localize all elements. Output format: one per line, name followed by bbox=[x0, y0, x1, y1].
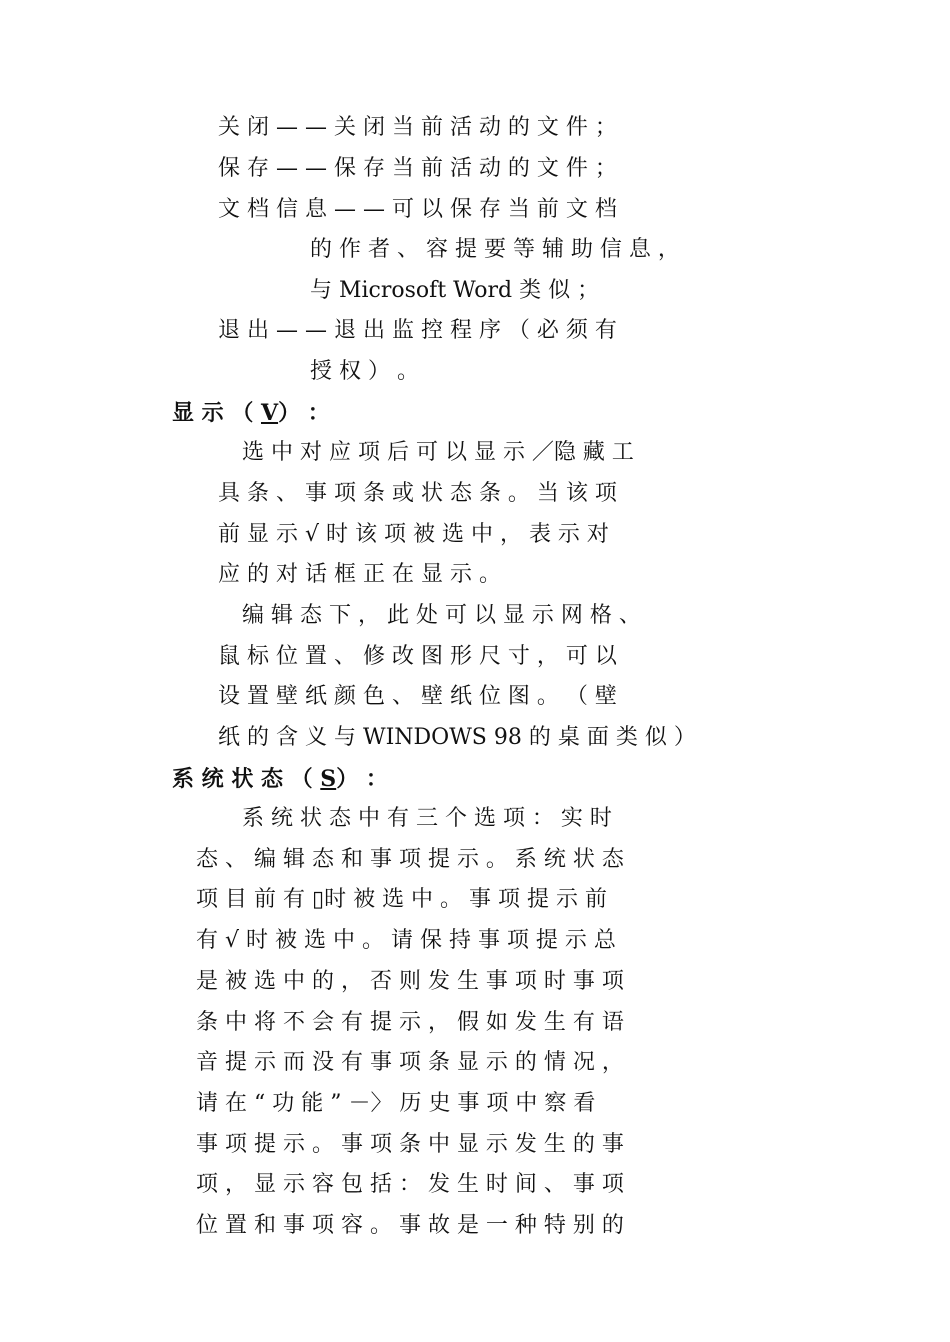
status-heading-prefix: 系 统 状 态 （ bbox=[172, 766, 321, 792]
status-line-6: 条 中 将 不 会 有 提 示 ， 假 如 发 生 有 语 bbox=[196, 1010, 624, 1035]
menu-docinfo-desc-3: 与 Microsoft Word 类 似 ； bbox=[310, 278, 600, 303]
display-p2-line-4: 纸 的 含 义 与 WINDOWS 98 的 桌 面 类 似 ） bbox=[218, 725, 696, 750]
status-line-7: 音 提 示 而 没 有 事 项 条 显 示 的 情 况 ， bbox=[196, 1050, 624, 1075]
status-line-3: 项 目 前 有 ▯时 被 选 中 。 事 项 提 示 前 bbox=[196, 887, 608, 912]
display-heading-prefix: 显 示 （ bbox=[172, 400, 261, 426]
display-p1-line-1: 选 中 对 应 项 后 可 以 显 示 ／隐 藏 工 bbox=[242, 440, 634, 465]
display-p2-line-1: 编 辑 态 下 ， 此 处 可 以 显 示 网 格 、 bbox=[242, 603, 641, 628]
display-heading bbox=[172, 398, 330, 428]
status-heading-suffix: ） ： bbox=[336, 766, 388, 792]
display-p1-line-3: 前 显 示 √ 时 该 项 被 选 中 ， 表 示 对 bbox=[218, 522, 609, 547]
menu-save-desc: 保 存 — — 保 存 当 前 活 动 的 文 件 ； bbox=[218, 156, 617, 181]
status-line-5: 是 被 选 中 的 ， 否 则 发 生 事 项 时 事 项 bbox=[196, 969, 624, 994]
status-heading bbox=[172, 764, 388, 794]
status-line-2: 态 、 编 辑 态 和 事 项 提 示 。 系 统 状 态 bbox=[196, 847, 624, 872]
menu-exit-desc-1: 退 出 — — 退 出 监 控 程 序 （ 必 须 有 bbox=[218, 318, 617, 343]
display-p2-line-2: 鼠 标 位 置 、 修 改 图 形 尺 寸 ， 可 以 bbox=[218, 644, 617, 669]
display-p1-line-4: 应 的 对 话 框 正 在 显 示 。 bbox=[218, 562, 501, 587]
status-line-1: 系 统 状 态 中 有 三 个 选 项 ： 实 时 bbox=[242, 806, 612, 831]
display-p1-line-2: 具 条 、 事 项 条 或 状 态 条 。 当 该 项 bbox=[218, 481, 617, 506]
status-line-11: 位 置 和 事 项 容 。 事 故 是 一 种 特 别 的 bbox=[196, 1213, 624, 1238]
status-shortcut-key: S bbox=[320, 766, 337, 792]
menu-docinfo-desc-1: 文 档 信 息 — — 可 以 保 存 当 前 文 档 bbox=[218, 197, 617, 222]
status-line-9: 事 项 提 示 。 事 项 条 中 显 示 发 生 的 事 bbox=[196, 1132, 624, 1157]
display-shortcut-key: V bbox=[260, 400, 279, 426]
menu-exit-desc-2: 授 权 ） 。 bbox=[310, 359, 419, 384]
display-p2-line-3: 设 置 壁 纸 颜 色 、 壁 纸 位 图 。 （ 壁 bbox=[218, 684, 617, 709]
display-heading-suffix: ） ： bbox=[278, 400, 330, 426]
status-line-8: 请 在 “ 功 能 ” －〉 历 史 事 项 中 察 看 bbox=[196, 1091, 596, 1116]
menu-docinfo-desc-2: 的 作 者 、 容 提 要 等 辅 助 信 息 ， bbox=[310, 237, 680, 262]
status-line-4: 有 √ 时 被 选 中 。 请 保 持 事 项 提 示 总 bbox=[196, 928, 616, 953]
status-line-10: 项 ， 显 示 容 包 括 ： 发 生 时 间 、 事 项 bbox=[196, 1172, 624, 1197]
menu-close-desc: 关 闭 — — 关 闭 当 前 活 动 的 文 件 ； bbox=[218, 115, 617, 140]
